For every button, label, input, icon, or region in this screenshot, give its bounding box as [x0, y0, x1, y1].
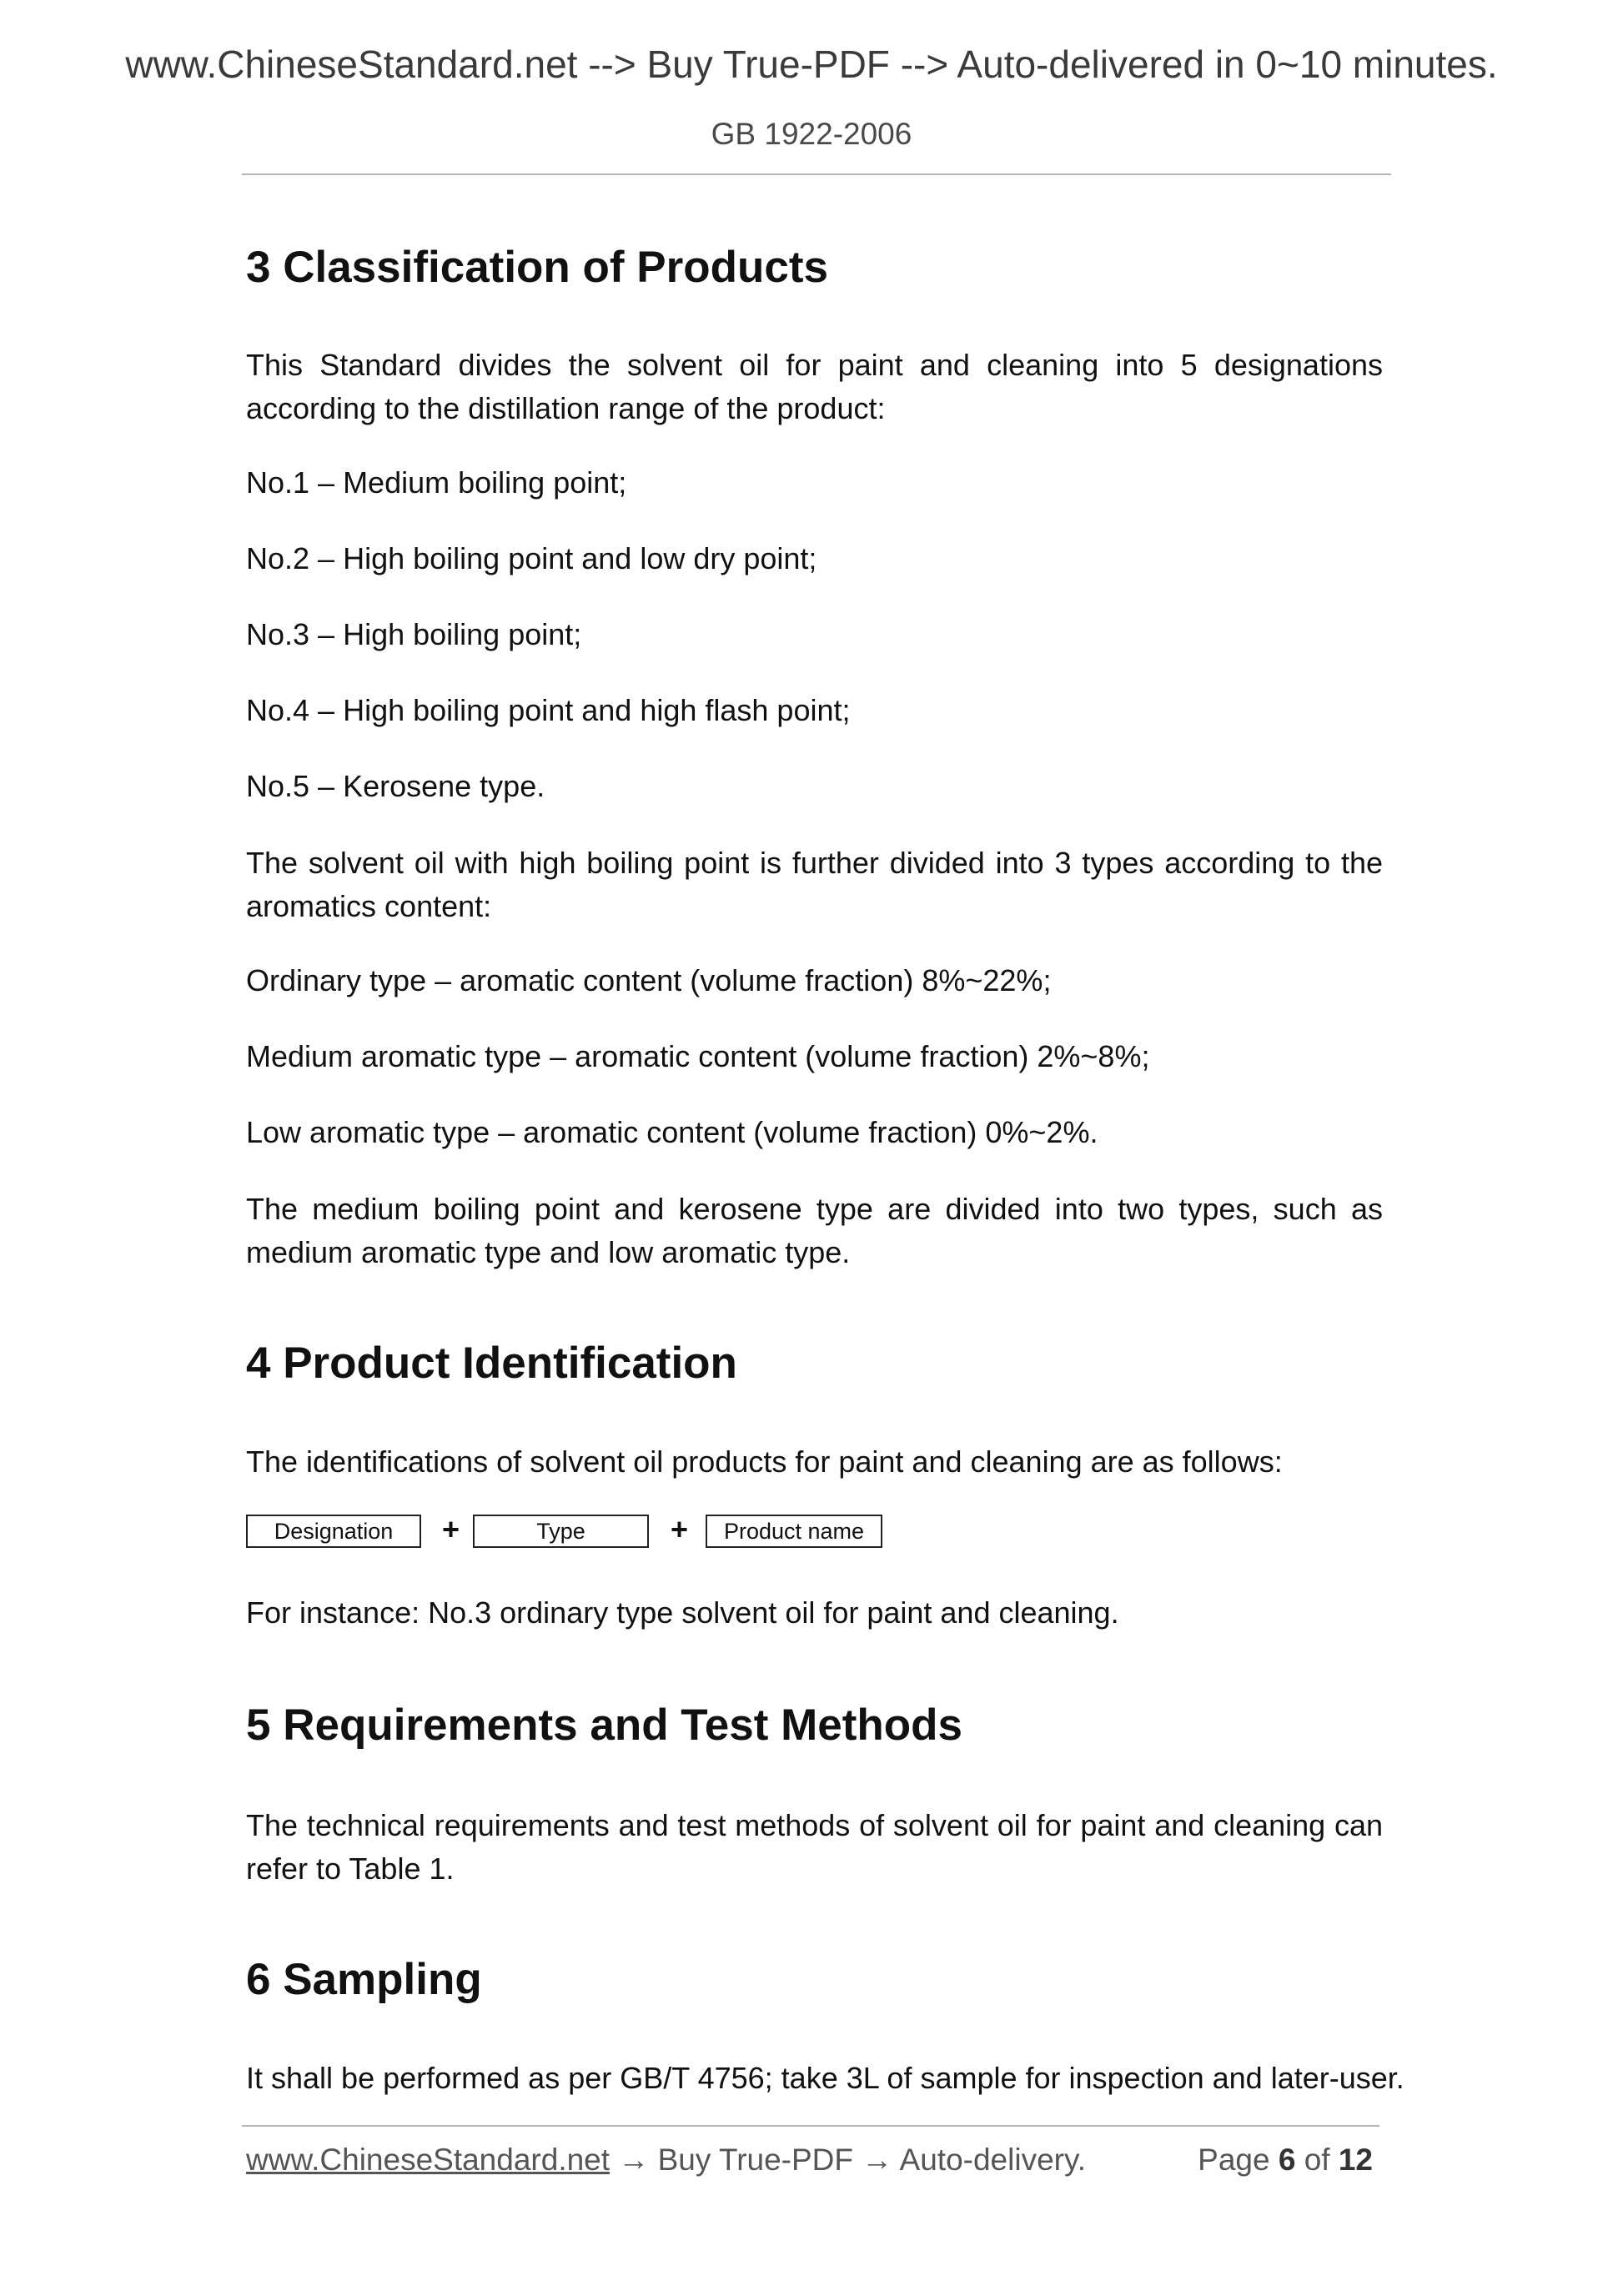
- arrow-right-icon: →: [618, 2143, 650, 2177]
- footer-delivery: Auto-delivery.: [899, 2143, 1087, 2177]
- product-name-box: Product name: [706, 1515, 882, 1548]
- type-item-ordinary: Ordinary type – aromatic content (volume fraction) 8%~22%;: [246, 963, 1052, 997]
- section-3-title: 3 Classification of Products: [246, 243, 828, 292]
- designation-item-2: No.2 – High boiling point and low dry point;: [246, 541, 817, 575]
- section-3-closing: The medium boiling point and kerosene type are divided into two types, such as medium aromatic type and low aromatic type.: [246, 1192, 1383, 1269]
- designation-item-3: No.3 – High boiling point;: [246, 617, 582, 651]
- section-6-title: 6 Sampling: [246, 1955, 482, 2004]
- section-6-text: It shall be performed as per GB/T 4756; take 3L of sample for inspection and later-user.: [246, 2061, 1404, 2095]
- designation-item-1: No.1 – Medium boiling point;: [246, 465, 627, 500]
- footer-buy: Buy True-PDF: [657, 2143, 854, 2177]
- footer-site-link[interactable]: www.ChineseStandard.net: [246, 2143, 611, 2177]
- header-divider: [242, 173, 1391, 175]
- type-item-low: Low aromatic type – aromatic content (volume fraction) 0%~2%.: [246, 1115, 1098, 1149]
- arrow-right-icon: →: [862, 2143, 893, 2177]
- type-box: Type: [473, 1515, 649, 1548]
- standard-code: GB 1922-2006: [711, 117, 912, 151]
- type-item-medium: Medium aromatic type – aromatic content (volume fraction) 2%~8%;: [246, 1039, 1150, 1073]
- section-4-intro: The identifications of solvent oil products for paint and cleaning are as follows:: [246, 1444, 1283, 1479]
- section-4-example: For instance: No.3 ordinary type solvent oil for paint and cleaning.: [246, 1595, 1119, 1630]
- plus-sign-2: +: [671, 1512, 689, 1546]
- aromatics-intro: The solvent oil with high boiling point is further divided into 3 types according to the aromatics content:: [246, 846, 1383, 923]
- footer-divider: [242, 2125, 1379, 2127]
- designation-item-5: No.5 – Kerosene type.: [246, 769, 545, 803]
- section-5-title: 5 Requirements and Test Methods: [246, 1701, 962, 1750]
- current-page: 6: [1278, 2143, 1296, 2177]
- designation-item-4: No.4 – High boiling point and high flash point;: [246, 693, 851, 727]
- section-4-title: 4 Product Identification: [246, 1339, 737, 1388]
- page-label: Page: [1198, 2143, 1270, 2177]
- section-5-text: The technical requirements and test methods of solvent oil for paint and cleaning can refer to Table 1.: [246, 1808, 1383, 1886]
- plus-sign-1: +: [442, 1512, 460, 1546]
- header-banner: www.ChineseStandard.net --> Buy True-PDF --> Auto-delivered in 0~10 minutes.: [125, 43, 1498, 86]
- designation-box: Designation: [246, 1515, 421, 1548]
- section-3-intro: This Standard divides the solvent oil for paint and cleaning into 5 designations according to the distillation range of the product:: [246, 348, 1383, 425]
- total-pages: 12: [1338, 2143, 1373, 2177]
- of-label: of: [1304, 2143, 1330, 2177]
- footer-text: [246, 2143, 1086, 2178]
- page-number: [1198, 2143, 1373, 2178]
